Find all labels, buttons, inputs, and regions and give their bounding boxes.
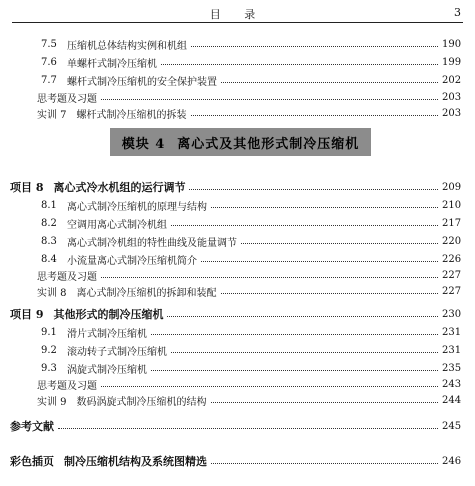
entry-page: 231 — [442, 326, 462, 338]
toc-entry[interactable] — [41, 251, 462, 267]
dot-leader — [161, 64, 438, 65]
toc-project-heading[interactable] — [10, 179, 462, 195]
entry-label: 涡旋式制冷压缩机 — [67, 364, 147, 376]
entry-label: 单螺杆式制冷压缩机 — [67, 58, 157, 70]
entry-label: 螺杆式制冷压缩机的安全保护装置 — [67, 76, 217, 88]
dot-leader — [191, 115, 438, 116]
entry-number: 8.2 — [41, 217, 57, 229]
module-title: 离心式及其他形式制冷压缩机 — [177, 136, 360, 152]
entry-label: 离心式制冷压缩机的原理与结构 — [67, 201, 207, 213]
toc-entry[interactable] — [41, 36, 462, 52]
color-plates-title: 制冷压缩机结构及系统图精选 — [64, 455, 207, 468]
toc-entry[interactable] — [41, 72, 462, 88]
toc-entry[interactable] — [41, 360, 462, 376]
toc-entry[interactable] — [41, 342, 462, 358]
dot-leader — [151, 334, 438, 335]
entry-label: 思考题及习题 — [37, 380, 97, 392]
toc-entry[interactable] — [41, 324, 462, 340]
references-label: 参考文献 — [10, 420, 54, 433]
toc-project-heading[interactable] — [10, 306, 462, 322]
dot-leader — [211, 402, 438, 403]
entry-page: 227 — [442, 285, 462, 297]
entry-number: 8.4 — [41, 253, 57, 265]
dot-leader — [189, 189, 438, 190]
color-plates-label: 彩色插页 — [10, 455, 54, 468]
toc-entry-training[interactable] — [37, 283, 462, 299]
dot-leader — [241, 243, 438, 244]
toc-color-plates[interactable] — [10, 453, 462, 469]
toc-entry-training[interactable] — [37, 392, 462, 408]
entry-label: 思考题及习题 — [37, 93, 97, 105]
entry-page: 227 — [442, 269, 462, 281]
toc-entry[interactable] — [41, 215, 462, 231]
entry-number: 9.3 — [41, 362, 57, 374]
dot-leader — [101, 277, 438, 278]
toc-entry[interactable] — [41, 54, 462, 70]
dot-leader — [221, 293, 438, 294]
toc-entry[interactable] — [41, 197, 462, 213]
toc-entry[interactable] — [41, 233, 462, 249]
entry-page: 203 — [442, 91, 462, 103]
header-title: 目 录 — [209, 8, 266, 21]
entry-label: 思考题及习题 — [37, 271, 97, 283]
entry-page: 231 — [442, 344, 462, 356]
dot-leader — [171, 225, 438, 226]
project-number: 项目 8 — [10, 181, 44, 194]
dot-leader — [191, 46, 438, 47]
entry-label: 空调用离心式制冷机组 — [67, 219, 167, 231]
header-page-number: 3 — [454, 6, 461, 19]
toc-entry-training[interactable] — [37, 105, 462, 121]
entry-page: 245 — [442, 420, 462, 432]
entry-page: 203 — [442, 107, 462, 119]
entry-label: 滑片式制冷压缩机 — [67, 328, 147, 340]
entry-page: 210 — [442, 199, 462, 211]
entry-page: 202 — [442, 74, 462, 86]
dot-leader — [211, 463, 438, 464]
entry-page: 243 — [442, 378, 462, 390]
entry-number: 8.1 — [41, 199, 57, 211]
entry-page: 230 — [442, 308, 462, 320]
entry-page: 246 — [442, 455, 462, 467]
entry-label: 实训 8 离心式制冷压缩机的拆卸和装配 — [37, 287, 217, 299]
dot-leader — [167, 316, 438, 317]
dot-leader — [201, 261, 438, 262]
dot-leader — [151, 370, 438, 371]
dot-leader — [221, 82, 438, 83]
entry-label: 离心式制冷机组的特性曲线及能量调节 — [67, 237, 237, 249]
entry-page: 209 — [442, 181, 462, 193]
entry-label: 滚动转子式制冷压缩机 — [67, 346, 167, 358]
entry-label: 压缩机总体结构实例和机组 — [67, 40, 187, 52]
entry-page: 199 — [442, 56, 462, 68]
dot-leader — [171, 352, 438, 353]
project-title: 离心式冷水机组的运行调节 — [53, 181, 186, 194]
toc-entry-exercises[interactable] — [37, 89, 462, 105]
dot-leader — [211, 207, 438, 208]
toc-references[interactable] — [10, 418, 462, 434]
module-banner — [110, 128, 371, 156]
entry-number: 7.5 — [41, 38, 57, 50]
entry-label: 实训 7 螺杆式制冷压缩机的拆装 — [37, 109, 187, 121]
entry-page: 244 — [442, 394, 462, 406]
page-header — [12, 6, 463, 23]
dot-leader — [101, 386, 438, 387]
entry-number: 7.6 — [41, 56, 57, 68]
entry-number: 9.2 — [41, 344, 57, 356]
project-number: 项目 9 — [10, 308, 44, 321]
entry-number: 8.3 — [41, 235, 57, 247]
entry-page: 220 — [442, 235, 462, 247]
entry-number: 7.7 — [41, 74, 57, 86]
dot-leader — [58, 428, 438, 429]
entry-page: 190 — [442, 38, 462, 50]
entry-page: 217 — [442, 217, 462, 229]
module-number: 模块 4 — [121, 136, 166, 152]
entry-page: 226 — [442, 253, 462, 265]
toc-entry-exercises[interactable] — [37, 267, 462, 283]
dot-leader — [101, 99, 438, 100]
entry-page: 235 — [442, 362, 462, 374]
project-title: 其他形式的制冷压缩机 — [53, 308, 164, 321]
entry-label: 实训 9 数码涡旋式制冷压缩机的结构 — [37, 396, 207, 408]
entry-label: 小流量离心式制冷压缩机简介 — [67, 255, 197, 267]
toc-entry-exercises[interactable] — [37, 376, 462, 392]
entry-number: 9.1 — [41, 326, 57, 338]
